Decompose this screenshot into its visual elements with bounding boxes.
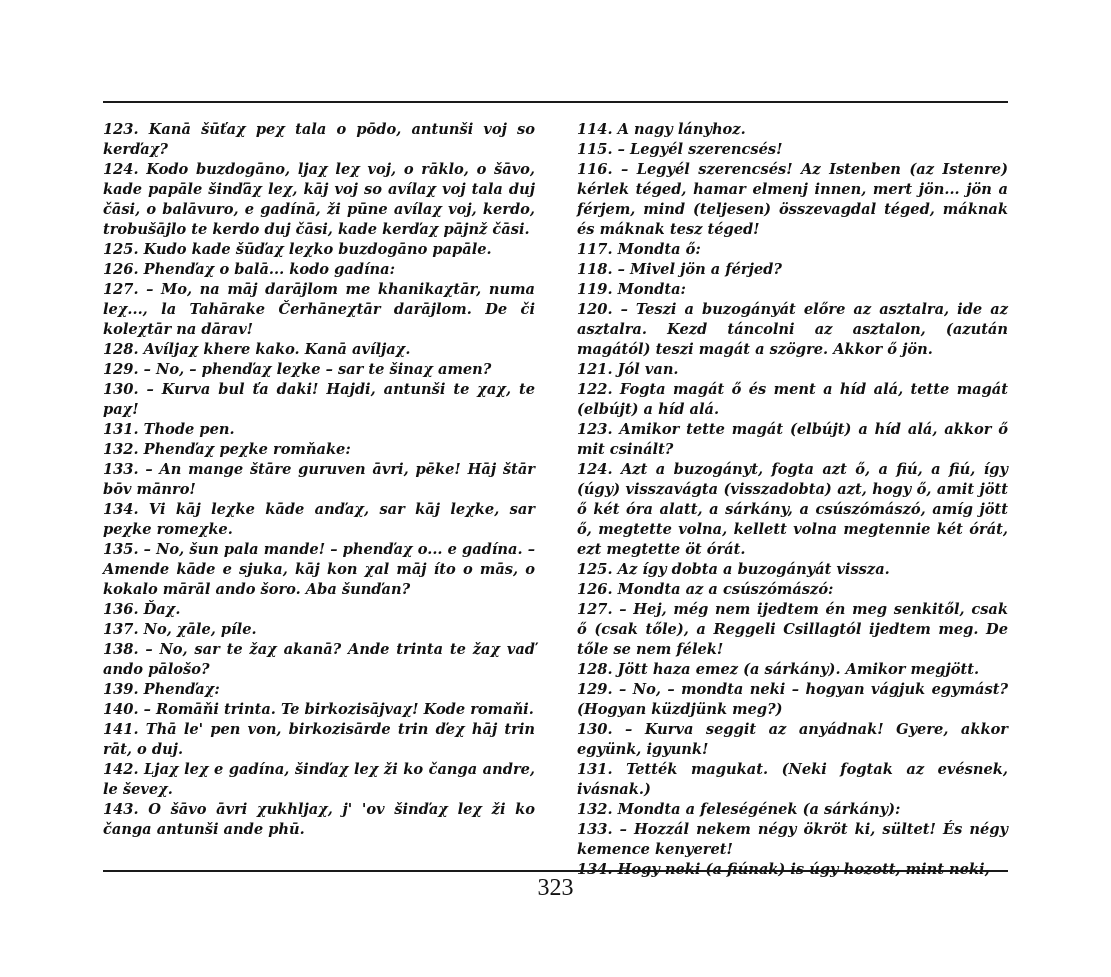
paragraph: 123. Amikor tette magát (elbújt) a híd alá, akkor ő mit csinált? — [577, 421, 1008, 458]
paragraph: 124. Kodo buzdogāno, ljaχ leχ voj, o rāklo, o šāvo, kade papāle šinďāχ leχ, kāj voj so avílaχ voj tala duj čāsi, o balāvuro, e gadínā, ži pūne avílaχ voj, kerdo, trobušājlo te kerdo duj čāsi, kade kerďaχ pājnž čāsi. — [103, 161, 535, 238]
paragraph: 125. Kudo kade šūďaχ leχko buzdogāno papāle. — [103, 241, 492, 258]
paragraph: 129. – No, – phenďaχ leχke – sar te šinaχ amen? — [103, 361, 492, 378]
paragraph: 117. Mondta ő: — [577, 241, 701, 258]
paragraph: 127. – Hej, még nem ijedtem én meg senkitől, csak ő (csak tőle), a Reggeli Csillagtól ijedtem meg. De tőle se nem félek! — [577, 601, 1008, 658]
paragraph: 131. Thode pen. — [103, 421, 235, 438]
bottom-rule — [103, 870, 1008, 872]
paragraph: 134. Vi kāj leχke kāde anďaχ, sar kāj leχke, sar peχke romeχke. — [103, 501, 535, 538]
paragraph: 115. – Legyél szerencsés! — [577, 141, 783, 158]
paragraph: 127. – Mo, na māj darājlom me khanikaχtār, numa leχ..., la Tahārake Čerhāneχtār darājlom. De či koleχtār na dārav! — [103, 281, 535, 338]
paragraph: 124. Azt a buzogányt, fogta azt ő, a fiú, a fiú, így (úgy) visszavágta (visszadobta) azt, hogy ő, amit jött ő két óra alatt, a sárkány, a csúszómászó, amíg jött ő, megtette volna, kellett volna megtennie két órát, ezt megtette öt órát. — [577, 461, 1008, 558]
paragraph: 116. – Legyél szerencsés! Az Istenben (az Istenre) kérlek téged, hamar elmenj innen, mert jön... jön a férjem, mind (teljesen) összevagdal téged, máknak és máknak tesz téged! — [577, 161, 1008, 238]
page-number: 323 — [537, 875, 574, 901]
paragraph: 133. – An mange štāre guruven āvri, pēke! Hāj štār bōv mānro! — [103, 461, 535, 498]
paragraph: 118. – Mivel jön a férjed? — [577, 261, 782, 278]
paragraph: 125. Az így dobta a buzogányát vissza. — [577, 561, 890, 578]
paragraph: 138. – No, sar te žaχ akanā? Ande trinta te žaχ vaď ando pālošo? — [103, 641, 535, 678]
paragraph: 131. Tették magukat. (Neki fogtak az evésnek, ivásnak.) — [577, 761, 1008, 798]
hungarian-translation-column — [577, 120, 1008, 880]
paragraph: 141. Thā le' pen von, birkozisārde trin ďeχ hāj trin rāt, o duj. — [103, 721, 535, 758]
paragraph: 120. – Teszi a buzogányát előre az asztalra, ide az asztalra. Kezd táncolni az asztalon, (azután magától) teszi magát a szögre. Akkor ő jön. — [577, 301, 1008, 358]
paragraph: 130. – Kurva bul ťa daki! Hajdi, antunši te χaχ, te paχ! — [103, 381, 535, 418]
paragraph: 133. – Hozzál nekem négy ökröt ki, sültet! És négy kemence kenyeret! — [577, 821, 1008, 858]
paragraph: 135. – No, šun pala mande! – phenďaχ o... e gadína. – Amende kāde e sjuka, kāj kon χal māj íto o mās, o kokalo mārāl ando šoro. Aba šunďan? — [103, 541, 535, 598]
paragraph: 136. Ďaχ. — [103, 601, 181, 618]
paragraph: 128. Avíljaχ khere kako. Kanā avíljaχ. — [103, 341, 411, 358]
paragraph: 142. Ljaχ leχ e gadína, šinďaχ leχ ži ko čanga andre, le ševeχ. — [103, 761, 535, 798]
paragraph: 114. A nagy lányhoz. — [577, 121, 746, 138]
paragraph: 137. No, χāle, píle. — [103, 621, 257, 638]
paragraph: 122. Fogta magát ő és ment a híd alá, tette magát (elbújt) a híd alá. — [577, 381, 1008, 418]
paragraph: 139. Phenďaχ: — [103, 681, 220, 698]
paragraph: 132. Mondta a feleségének (a sárkány): — [577, 801, 901, 818]
paragraph: 126. Phenďaχ o balā... kodo gadína: — [103, 261, 395, 278]
paragraph: 129. – No, – mondta neki – hogyan vágjuk egymást? (Hogyan küzdjünk meg?) — [577, 681, 1008, 718]
paragraph: 121. Jól van. — [577, 361, 679, 378]
paragraph: 128. Jött haza emez (a sárkány). Amikor megjött. — [577, 661, 980, 678]
paragraph: 126. Mondta az a csúszómászó: — [577, 581, 834, 598]
paragraph: 140. – Romāňi trinta. Te birkozisājvaχ! Kode romaňi. — [103, 701, 534, 718]
paragraph: 132. Phenďaχ peχke romňake: — [103, 441, 351, 458]
paragraph: 119. Mondta: — [577, 281, 686, 298]
paragraph: 143. O šāvo āvri χukhljaχ, j' 'ov šinďaχ leχ ži ko čanga antunši ande phū. — [103, 801, 535, 838]
paragraph: 130. – Kurva seggit az anyádnak! Gyere, akkor együnk, igyunk! — [577, 721, 1008, 758]
top-rule — [103, 101, 1008, 103]
paragraph: 123. Kanā šūťaχ peχ tala o pōdo, antunši voj so kerďaχ? — [103, 121, 535, 158]
romani-text-column — [103, 120, 535, 840]
